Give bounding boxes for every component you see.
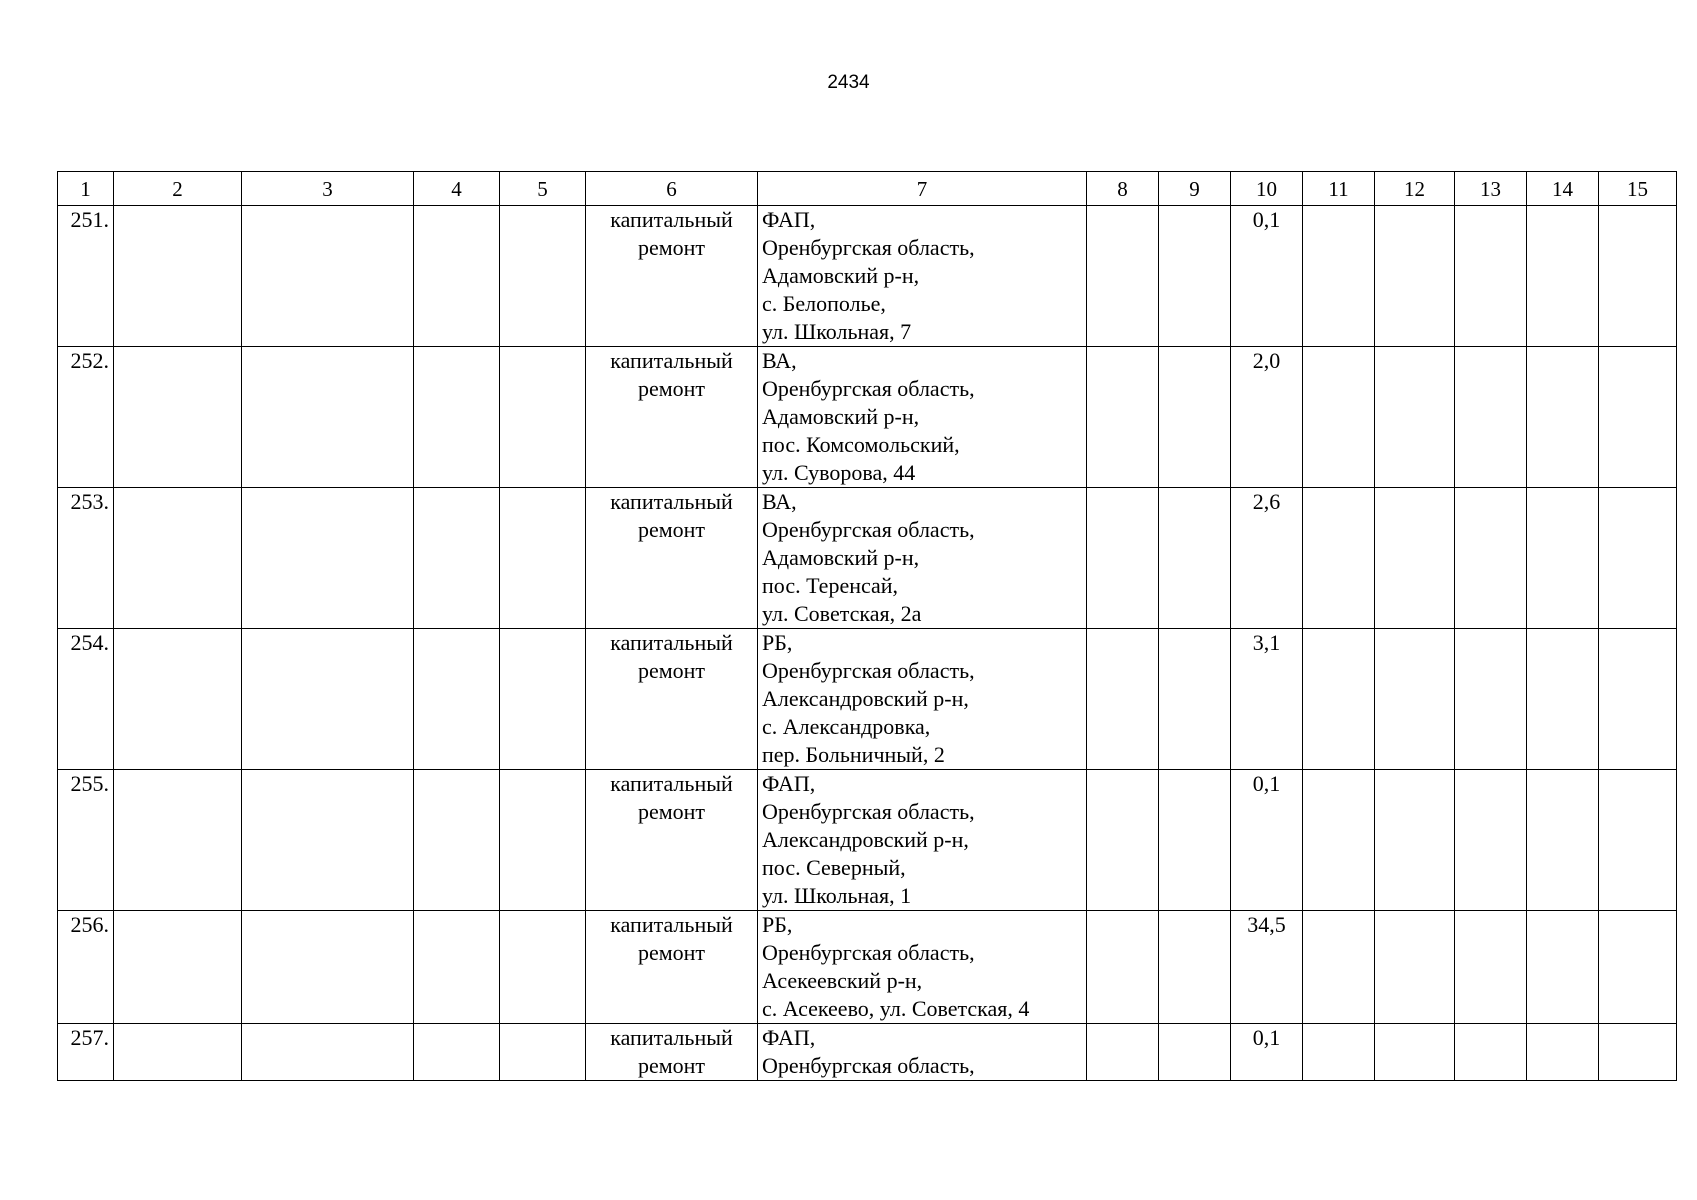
empty-cell — [414, 1024, 500, 1081]
column-header: 1 — [58, 172, 114, 206]
empty-cell — [1375, 347, 1455, 488]
empty-cell — [114, 770, 242, 911]
empty-cell — [1159, 1024, 1231, 1081]
empty-cell — [114, 1024, 242, 1081]
row-number: 257. — [58, 1024, 114, 1081]
empty-cell — [500, 347, 586, 488]
empty-cell — [1375, 206, 1455, 347]
empty-cell — [1527, 347, 1599, 488]
empty-cell — [1303, 206, 1375, 347]
empty-cell — [1599, 770, 1677, 911]
empty-cell — [1303, 629, 1375, 770]
header-row — [58, 172, 1677, 206]
empty-cell — [500, 206, 586, 347]
column-10-value: 0,1 — [1231, 1024, 1303, 1081]
empty-cell — [1087, 1024, 1159, 1081]
empty-cell — [1159, 206, 1231, 347]
column-header: 10 — [1231, 172, 1303, 206]
empty-cell — [242, 1024, 414, 1081]
empty-cell — [1087, 206, 1159, 347]
empty-cell — [1375, 911, 1455, 1024]
table-row — [58, 488, 1677, 629]
column-header: 7 — [758, 172, 1087, 206]
empty-cell — [1527, 488, 1599, 629]
empty-cell — [1599, 488, 1677, 629]
empty-cell — [242, 629, 414, 770]
empty-cell — [1375, 488, 1455, 629]
column-header: 14 — [1527, 172, 1599, 206]
empty-cell — [500, 488, 586, 629]
empty-cell — [1375, 629, 1455, 770]
work-type: капитальный ремонт — [586, 770, 758, 911]
empty-cell — [500, 770, 586, 911]
column-header: 2 — [114, 172, 242, 206]
row-number: 252. — [58, 347, 114, 488]
row-number: 253. — [58, 488, 114, 629]
empty-cell — [1303, 1024, 1375, 1081]
empty-cell — [414, 629, 500, 770]
empty-cell — [1599, 347, 1677, 488]
column-10-value: 34,5 — [1231, 911, 1303, 1024]
empty-cell — [114, 206, 242, 347]
empty-cell — [1455, 1024, 1527, 1081]
objects-table — [57, 171, 1677, 1081]
empty-cell — [1159, 488, 1231, 629]
table-row — [58, 770, 1677, 911]
table-row — [58, 206, 1677, 347]
empty-cell — [1087, 770, 1159, 911]
empty-cell — [1599, 1024, 1677, 1081]
row-number: 251. — [58, 206, 114, 347]
work-type: капитальный ремонт — [586, 1024, 758, 1081]
empty-cell — [1527, 770, 1599, 911]
empty-cell — [242, 770, 414, 911]
empty-cell — [414, 770, 500, 911]
empty-cell — [414, 911, 500, 1024]
object-address: РБ, Оренбургская область, Асекеевский р-н, с. Асекеево, ул. Советская, 4 — [758, 911, 1087, 1024]
page-number: 2434 — [827, 72, 870, 93]
empty-cell — [414, 347, 500, 488]
empty-cell — [114, 347, 242, 488]
empty-cell — [1303, 911, 1375, 1024]
work-type: капитальный ремонт — [586, 629, 758, 770]
column-header: 12 — [1375, 172, 1455, 206]
table-row — [58, 1024, 1677, 1081]
empty-cell — [114, 911, 242, 1024]
column-header: 15 — [1599, 172, 1677, 206]
empty-cell — [500, 911, 586, 1024]
column-header: 13 — [1455, 172, 1527, 206]
column-header: 11 — [1303, 172, 1375, 206]
column-10-value: 3,1 — [1231, 629, 1303, 770]
empty-cell — [1455, 488, 1527, 629]
work-type: капитальный ремонт — [586, 206, 758, 347]
empty-cell — [242, 347, 414, 488]
empty-cell — [414, 488, 500, 629]
empty-cell — [1303, 770, 1375, 911]
empty-cell — [1303, 347, 1375, 488]
empty-cell — [114, 629, 242, 770]
object-address: ФАП, Оренбургская область, Александровский р-н, пос. Северный, ул. Школьная, 1 — [758, 770, 1087, 911]
empty-cell — [1599, 629, 1677, 770]
work-type: капитальный ремонт — [586, 488, 758, 629]
empty-cell — [242, 488, 414, 629]
object-address: ФАП, Оренбургская область, Адамовский р-н, с. Белополье, ул. Школьная, 7 — [758, 206, 1087, 347]
object-address: ФАП, Оренбургская область, — [758, 1024, 1087, 1081]
column-header: 9 — [1159, 172, 1231, 206]
empty-cell — [1087, 911, 1159, 1024]
column-10-value: 0,1 — [1231, 206, 1303, 347]
empty-cell — [1159, 770, 1231, 911]
empty-cell — [1159, 629, 1231, 770]
table-row — [58, 629, 1677, 770]
empty-cell — [1455, 911, 1527, 1024]
empty-cell — [1303, 488, 1375, 629]
table-row — [58, 347, 1677, 488]
row-number: 254. — [58, 629, 114, 770]
row-number: 256. — [58, 911, 114, 1024]
empty-cell — [1159, 347, 1231, 488]
object-address: ВА, Оренбургская область, Адамовский р-н, пос. Комсомольский, ул. Суворова, 44 — [758, 347, 1087, 488]
empty-cell — [500, 1024, 586, 1081]
column-header: 8 — [1087, 172, 1159, 206]
column-header: 4 — [414, 172, 500, 206]
row-number: 255. — [58, 770, 114, 911]
empty-cell — [1455, 629, 1527, 770]
empty-cell — [1087, 629, 1159, 770]
empty-cell — [1527, 911, 1599, 1024]
empty-cell — [1599, 911, 1677, 1024]
column-header: 3 — [242, 172, 414, 206]
empty-cell — [1455, 770, 1527, 911]
empty-cell — [414, 206, 500, 347]
empty-cell — [1527, 1024, 1599, 1081]
object-address: РБ, Оренбургская область, Александровский р-н, с. Александровка, пер. Больничный, 2 — [758, 629, 1087, 770]
table-row — [58, 911, 1677, 1024]
empty-cell — [1527, 206, 1599, 347]
column-header: 6 — [586, 172, 758, 206]
empty-cell — [1087, 347, 1159, 488]
work-type: капитальный ремонт — [586, 911, 758, 1024]
empty-cell — [1087, 488, 1159, 629]
empty-cell — [1455, 206, 1527, 347]
empty-cell — [1375, 1024, 1455, 1081]
empty-cell — [1527, 629, 1599, 770]
empty-cell — [1455, 347, 1527, 488]
empty-cell — [114, 488, 242, 629]
column-10-value: 2,0 — [1231, 347, 1303, 488]
work-type: капитальный ремонт — [586, 347, 758, 488]
empty-cell — [1159, 911, 1231, 1024]
empty-cell — [1375, 770, 1455, 911]
column-10-value: 2,6 — [1231, 488, 1303, 629]
empty-cell — [500, 629, 586, 770]
object-address: ВА, Оренбургская область, Адамовский р-н, пос. Теренсай, ул. Советская, 2а — [758, 488, 1087, 629]
column-10-value: 0,1 — [1231, 770, 1303, 911]
column-header: 5 — [500, 172, 586, 206]
empty-cell — [242, 911, 414, 1024]
empty-cell — [242, 206, 414, 347]
empty-cell — [1599, 206, 1677, 347]
